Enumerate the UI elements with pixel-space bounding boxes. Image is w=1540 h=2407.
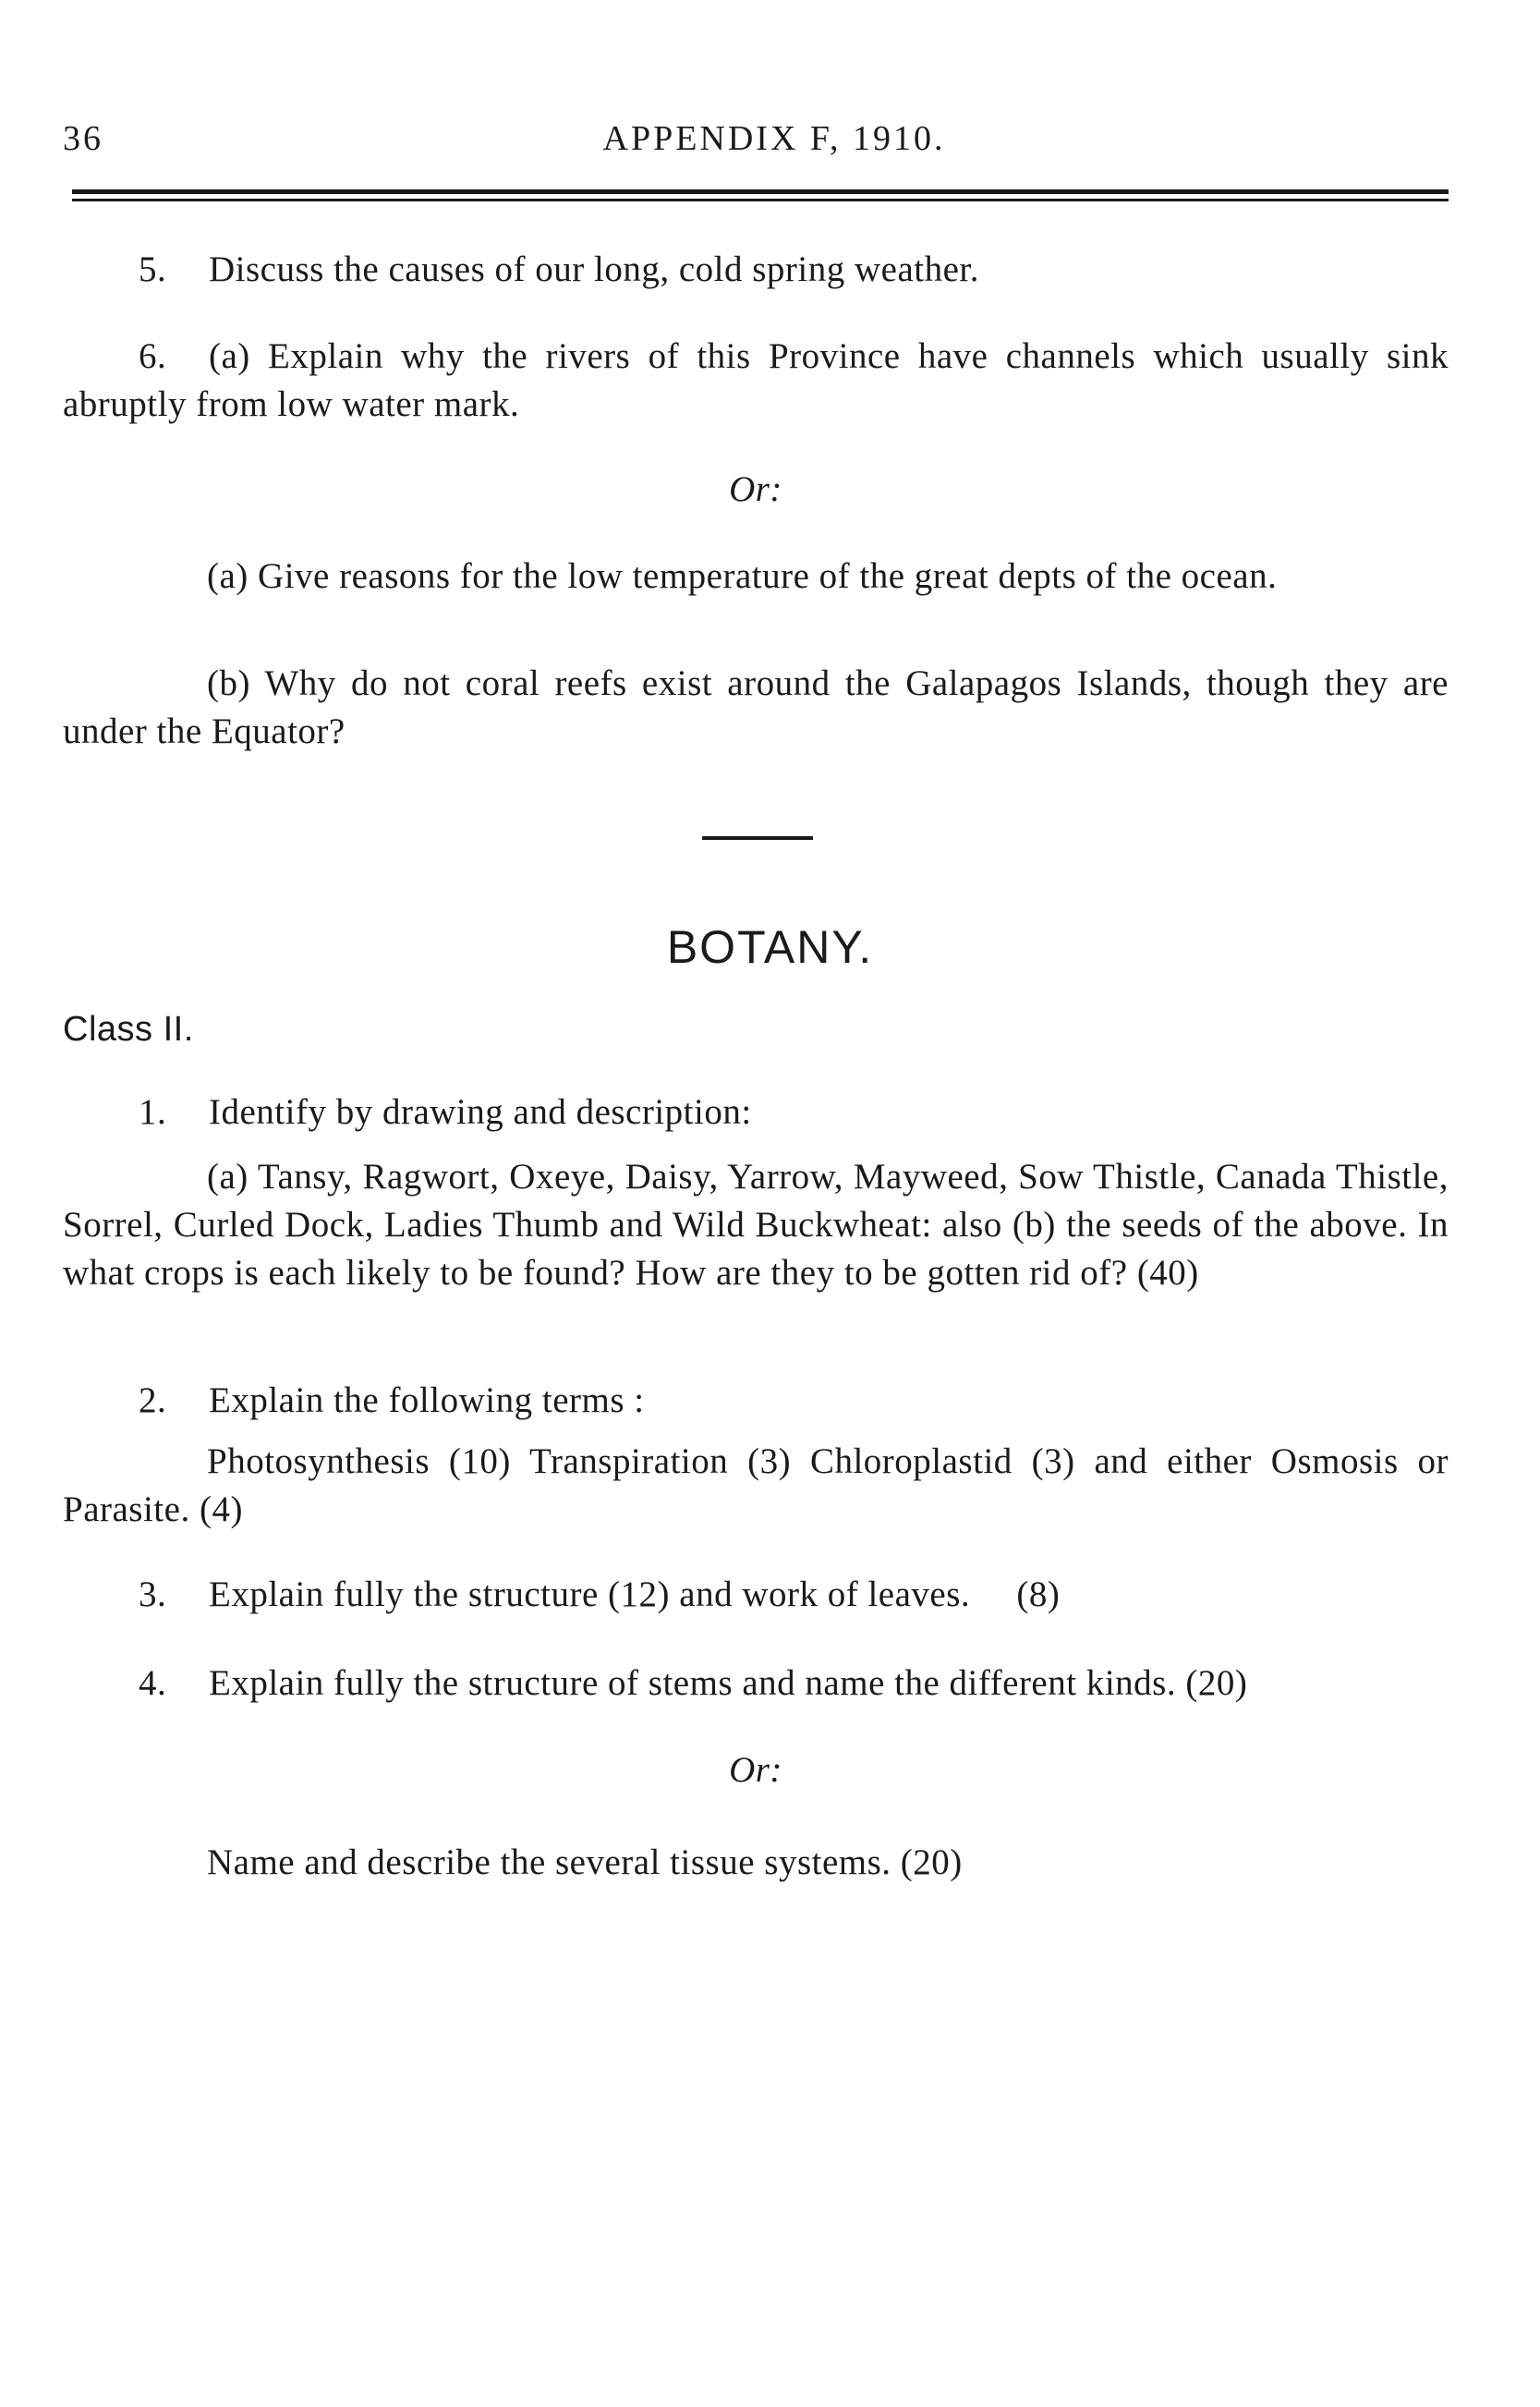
or-label: Or:	[729, 469, 782, 509]
question-6-alt-a: (a) Give reasons for the low temperature of the great depts of the ocean.	[207, 556, 1278, 596]
question-text: (a) Explain why the rivers of this Province have channels which usually sink abruptly from low water mark.	[63, 336, 1449, 424]
botany-question-2-detail: Photosynthesis (10) Transpiration (3) Chloroplastid (3) and either Osmosis or Parasite. (4)	[63, 1441, 1449, 1529]
class-label: Class II.	[63, 1010, 194, 1049]
question-number: 3.	[139, 1574, 167, 1614]
question-text: Identify by drawing and description:	[209, 1092, 752, 1132]
question-6	[63, 333, 1449, 429]
section-title: BOTANY.	[666, 921, 874, 973]
page-number: 36	[63, 119, 103, 158]
question-text: Discuss the causes of our long, cold spring weather.	[209, 249, 979, 289]
question-number: 1.	[139, 1092, 167, 1132]
header-rule-thin	[72, 199, 1449, 201]
question-5	[63, 246, 1449, 294]
botany-question-1	[63, 1088, 1449, 1137]
or-label: Or:	[729, 1750, 782, 1790]
running-title: APPENDIX F, 1910.	[602, 119, 946, 158]
page-header	[63, 118, 1449, 164]
botany-question-2	[63, 1377, 1449, 1425]
question-text: Explain the following terms :	[209, 1380, 645, 1420]
botany-question-4	[63, 1659, 1449, 1708]
question-6-alt-b: (b) Why do not coral reefs exist around the Galapagos Islands, though they are under the Equator?	[63, 663, 1449, 751]
question-text: Explain fully the structure of stems and name the different kinds. (20)	[209, 1663, 1248, 1703]
botany-question-3	[63, 1571, 1449, 1619]
question-number: 5.	[139, 249, 167, 289]
question-number: 2.	[139, 1380, 167, 1420]
botany-question-4-alt: Name and describe the several tissue systems. (20)	[207, 1842, 963, 1882]
section-separator	[702, 836, 813, 840]
header-rule-thick	[72, 189, 1449, 194]
question-number: 4.	[139, 1663, 167, 1703]
botany-question-1-a: (a) Tansy, Ragwort, Oxeye, Daisy, Yarrow, Mayweed, Sow Thistle, Canada Thistle, Sorrel, Curled Dock, Ladies Thumb and Wild Buckwheat: also (b) the seeds of the above. In what crops is each likely to be found? How are they to be gotten rid of? (40)	[63, 1157, 1449, 1293]
question-text: Explain fully the structure (12) and work of leaves.	[209, 1574, 971, 1614]
question-number: 6.	[139, 336, 167, 376]
question-marks: (8)	[1016, 1574, 1061, 1614]
